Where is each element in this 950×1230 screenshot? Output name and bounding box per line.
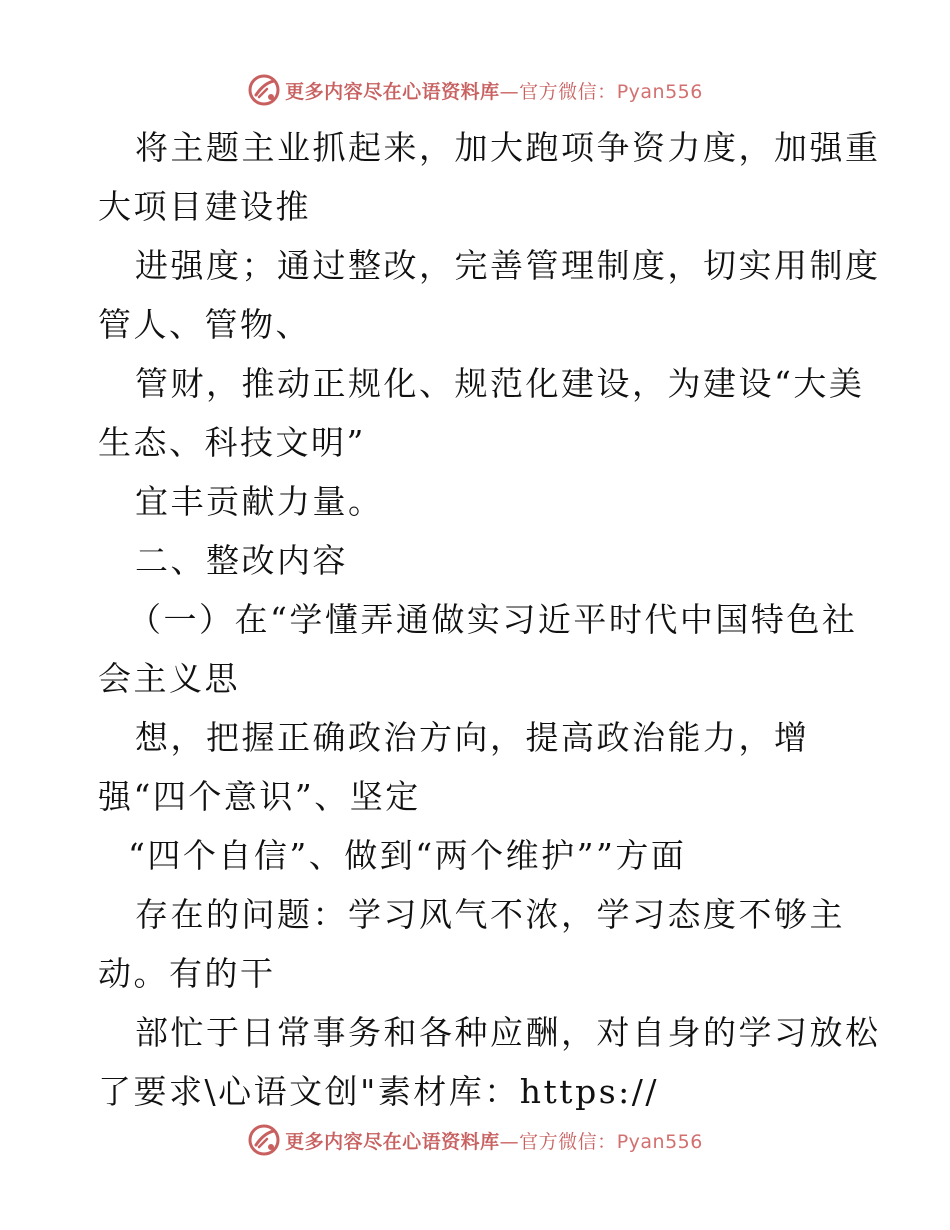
watermark-account-label: 官方微信： <box>519 80 617 103</box>
text-line: 进强度；通过整改，完善管理制度，切实用制度 <box>135 246 881 285</box>
text-line: 存在的问题：学习风气不浓，学习态度不够主 <box>135 895 845 934</box>
brush-seal-icon <box>247 73 281 107</box>
watermark-banner-top <box>0 70 950 110</box>
watermark-text <box>285 1127 703 1154</box>
text-line: 了要求\心语文创"素材库：https:// <box>98 1072 659 1111</box>
section-heading: 二、整改内容 <box>135 541 348 580</box>
brush-seal-icon <box>247 1123 281 1157</box>
watermark-banner-bottom <box>0 1120 950 1160</box>
watermark-prefix: 更多内容尽在心语资料库 <box>285 80 500 103</box>
text-line: “四个自信”、做到“两个维护””方面 <box>128 836 687 875</box>
text-line: 生态、科技文明” <box>98 423 366 462</box>
text-line: 管人、管物、 <box>98 305 311 344</box>
text-line: 大项目建设推 <box>98 187 311 226</box>
text-line: 管财，推动正规化、规范化建设，为建设“大美 <box>135 364 865 403</box>
watermark-prefix: 更多内容尽在心语资料库 <box>285 1130 500 1153</box>
watermark-text <box>285 77 703 104</box>
watermark-account-id: Pyan556 <box>616 1130 703 1153</box>
text-line: 将主题主业抓起来，加大跑项争资力度，加强重 <box>135 128 881 167</box>
text-line: 想，把握正确政治方向，提高政治能力，增 <box>135 718 810 757</box>
watermark-account-id: Pyan556 <box>616 80 703 103</box>
text-line: 宜丰贡献力量。 <box>135 482 384 521</box>
watermark-separator: — <box>499 1130 520 1153</box>
text-line: 会主义思 <box>98 659 240 698</box>
text-line: 强“四个意识”、坚定 <box>98 777 421 816</box>
watermark-separator: — <box>499 80 520 103</box>
watermark-account-label: 官方微信： <box>519 1130 617 1153</box>
subsection-heading: （一）在“学懂弄通做实习近平时代中国特色社 <box>128 600 858 639</box>
document-body <box>98 118 881 1121</box>
text-line: 动。有的干 <box>98 954 276 993</box>
text-line: 部忙于日常事务和各种应酬，对自身的学习放松 <box>135 1013 881 1052</box>
